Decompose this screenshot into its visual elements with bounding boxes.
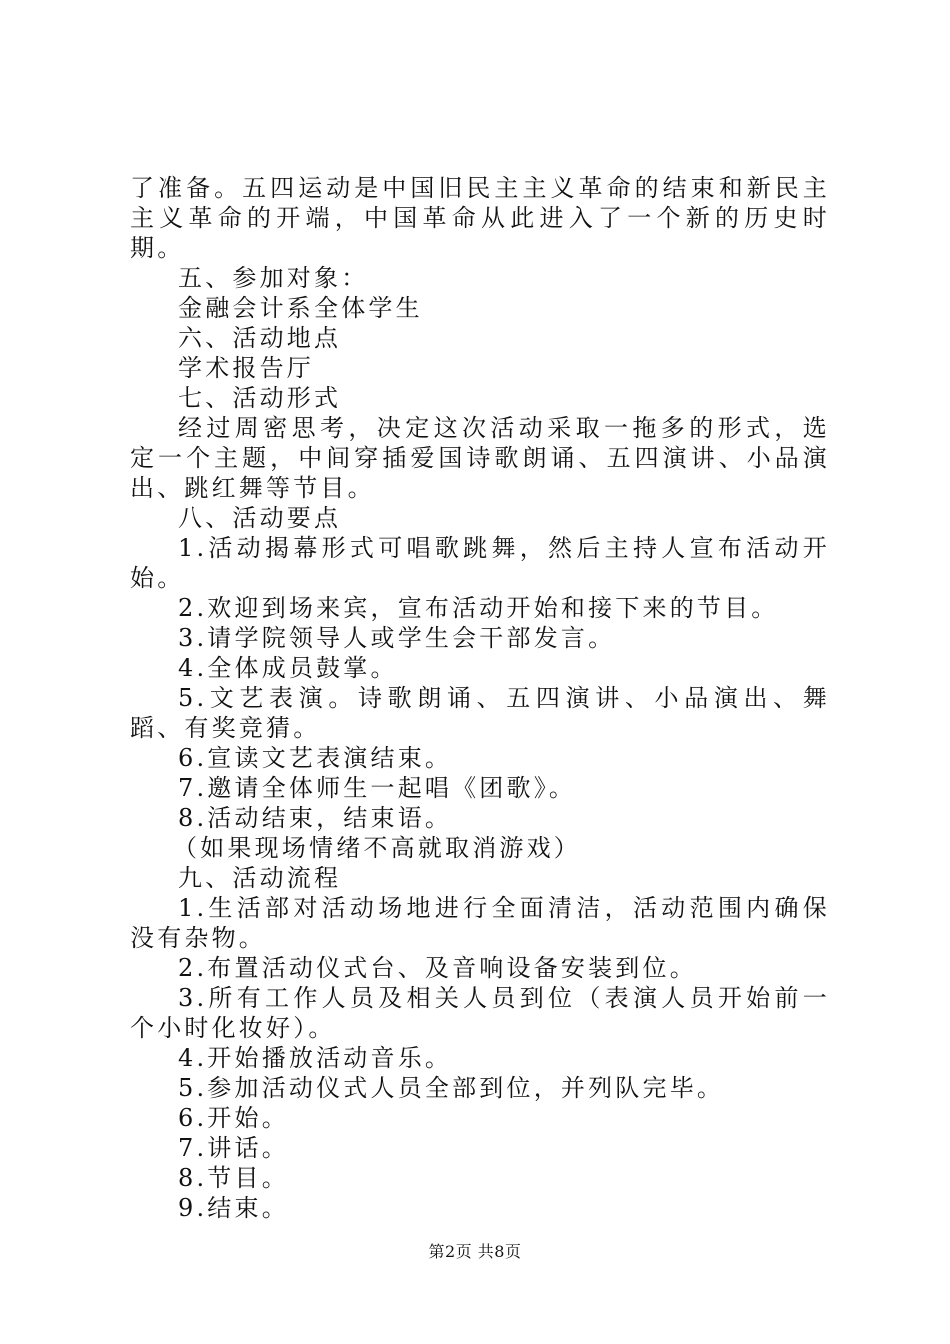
paragraph-participants: 金融会计系全体学生 <box>178 294 423 322</box>
list-item: 1.生活部对活动场地进行全面清洁，活动范围内确保没有杂物。 <box>130 894 830 952</box>
list-item: 6.宣读文艺表演结束。 <box>178 744 453 772</box>
list-item: 3.请学院领导人或学生会干部发言。 <box>178 624 616 652</box>
section-heading-process: 九、活动流程 <box>178 864 342 892</box>
list-item: 5.文艺表演。诗歌朗诵、五四演讲、小品演出、舞蹈、有奖竞猜。 <box>130 684 830 742</box>
list-item: 8.节目。 <box>178 1164 289 1192</box>
list-item: 6.开始。 <box>178 1104 289 1132</box>
section-heading-key-points: 八、活动要点 <box>178 504 342 532</box>
list-item: 4.全体成员鼓掌。 <box>178 654 398 682</box>
section-heading-location: 六、活动地点 <box>178 324 342 352</box>
list-item: 7.讲话。 <box>178 1134 289 1162</box>
list-item: 2.欢迎到场来宾，宣布活动开始和接下来的节目。 <box>178 594 779 622</box>
list-item: 7.邀请全体师生一起唱《团歌》。 <box>178 774 577 802</box>
paragraph-location: 学术报告厅 <box>178 354 314 382</box>
section-heading-participants: 五、参加对象： <box>178 264 369 292</box>
list-item: 5.参加活动仪式人员全部到位，并列队完毕。 <box>178 1074 725 1102</box>
list-item: 9.结束。 <box>178 1194 289 1222</box>
list-item: 8.活动结束，结束语。 <box>178 804 453 832</box>
paragraph-format: 经过周密思考，决定这次活动采取一拖多的形式，选定一个主题，中间穿插爱国诗歌朗诵、五四演讲、小品演出、跳红舞等节目。 <box>130 414 830 502</box>
page-number-footer: 第2页 共8页 <box>428 1242 522 1261</box>
list-item: 1.活动揭幕形式可唱歌跳舞，然后主持人宣布活动开始。 <box>130 534 830 592</box>
list-item: 3.所有工作人员及相关人员到位（表演人员开始前一个小时化妆好）。 <box>130 984 830 1042</box>
document-body <box>130 173 830 1223</box>
list-item: 4.开始播放活动音乐。 <box>178 1044 453 1072</box>
paragraph-intro-continuation: 了准备。五四运动是中国旧民主主义革命的结束和新民主主义革命的开端，中国革命从此进入了一个新的历史时期。 <box>130 174 830 262</box>
section-heading-format: 七、活动形式 <box>178 384 342 412</box>
note-paragraph: （如果现场情绪不高就取消游戏） <box>173 834 581 862</box>
list-item: 2.布置活动仪式台、及音响设备安装到位。 <box>178 954 697 982</box>
